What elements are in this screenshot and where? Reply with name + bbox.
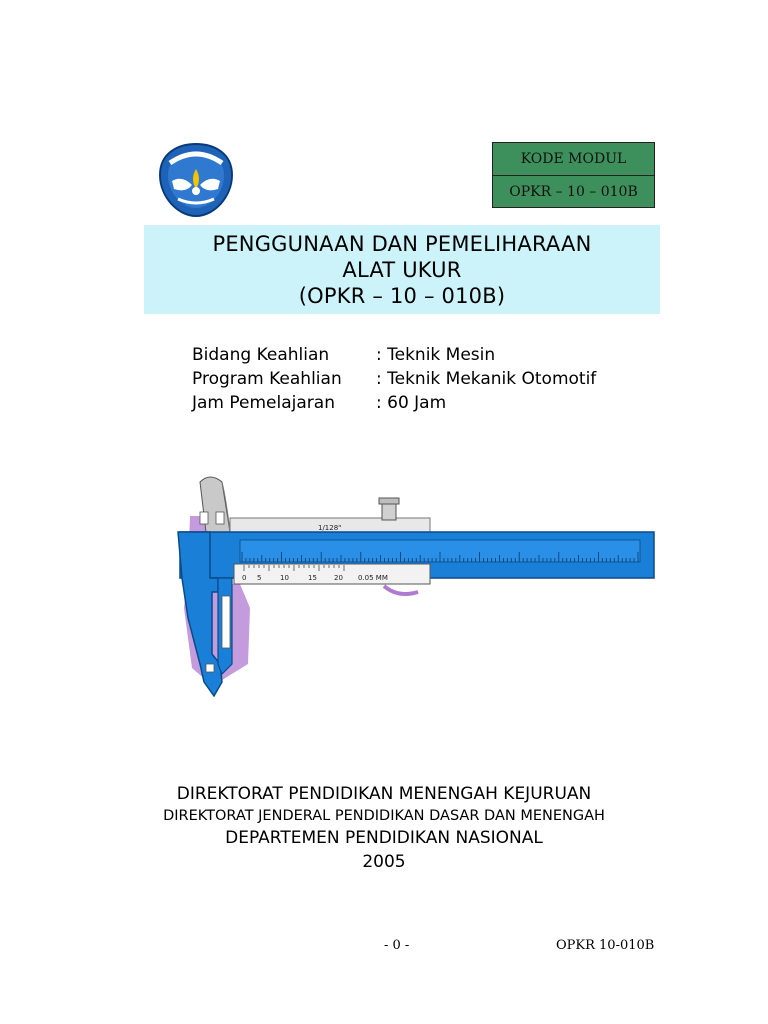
- vernier-tick-label: 5: [257, 574, 262, 582]
- info-row-bidang: [192, 343, 596, 367]
- info-row-jam: [192, 391, 596, 415]
- kode-modul-code: OPKR – 10 – 010B: [493, 175, 654, 208]
- institution-block: [0, 782, 768, 874]
- page-code: OPKR 10-010B: [556, 938, 655, 953]
- vernier-precision-label: 0.05 MM: [358, 574, 388, 582]
- info-value: : 60 Jam: [376, 393, 447, 413]
- info-label: Program Keahlian: [192, 369, 342, 389]
- tut-wuri-handayani-logo: [156, 141, 236, 219]
- vernier-caliper-illustration: [170, 468, 660, 700]
- vernier-tick-label: 20: [334, 574, 343, 582]
- title-line-1: PENGGUNAAN DAN PEMELIHARAAN: [212, 232, 592, 256]
- info-value: : Teknik Mesin: [376, 345, 496, 365]
- module-info: [192, 343, 596, 415]
- info-row-program: [192, 367, 596, 391]
- kode-modul-box: [492, 142, 655, 208]
- info-label: Bidang Keahlian: [192, 345, 330, 365]
- fraction-label: 1/128": [318, 524, 342, 532]
- title-line-2: ALAT UKUR: [342, 258, 462, 282]
- directorate-line: DIREKTORAT PENDIDIKAN MENENGAH KEJURUAN: [176, 784, 592, 804]
- vernier-tick-label: 0: [242, 574, 247, 582]
- info-label: Jam Pemelajaran: [192, 393, 335, 413]
- title-band: [144, 225, 660, 314]
- directorate-general-line: DIREKTORAT JENDERAL PENDIDIKAN DASAR DAN MENENGAH: [163, 808, 605, 824]
- vernier-tick-label: 10: [280, 574, 289, 582]
- vernier-tick-label: 15: [308, 574, 317, 582]
- info-value: : Teknik Mekanik Otomotif: [376, 369, 597, 389]
- title-line-3: (OPKR – 10 – 010B): [298, 284, 506, 308]
- year: 2005: [362, 852, 406, 872]
- kode-modul-label: KODE MODUL: [520, 151, 627, 167]
- ministry-line: DEPARTEMEN PENDIDIKAN NASIONAL: [225, 828, 543, 848]
- page-number: - 0 -: [384, 938, 410, 953]
